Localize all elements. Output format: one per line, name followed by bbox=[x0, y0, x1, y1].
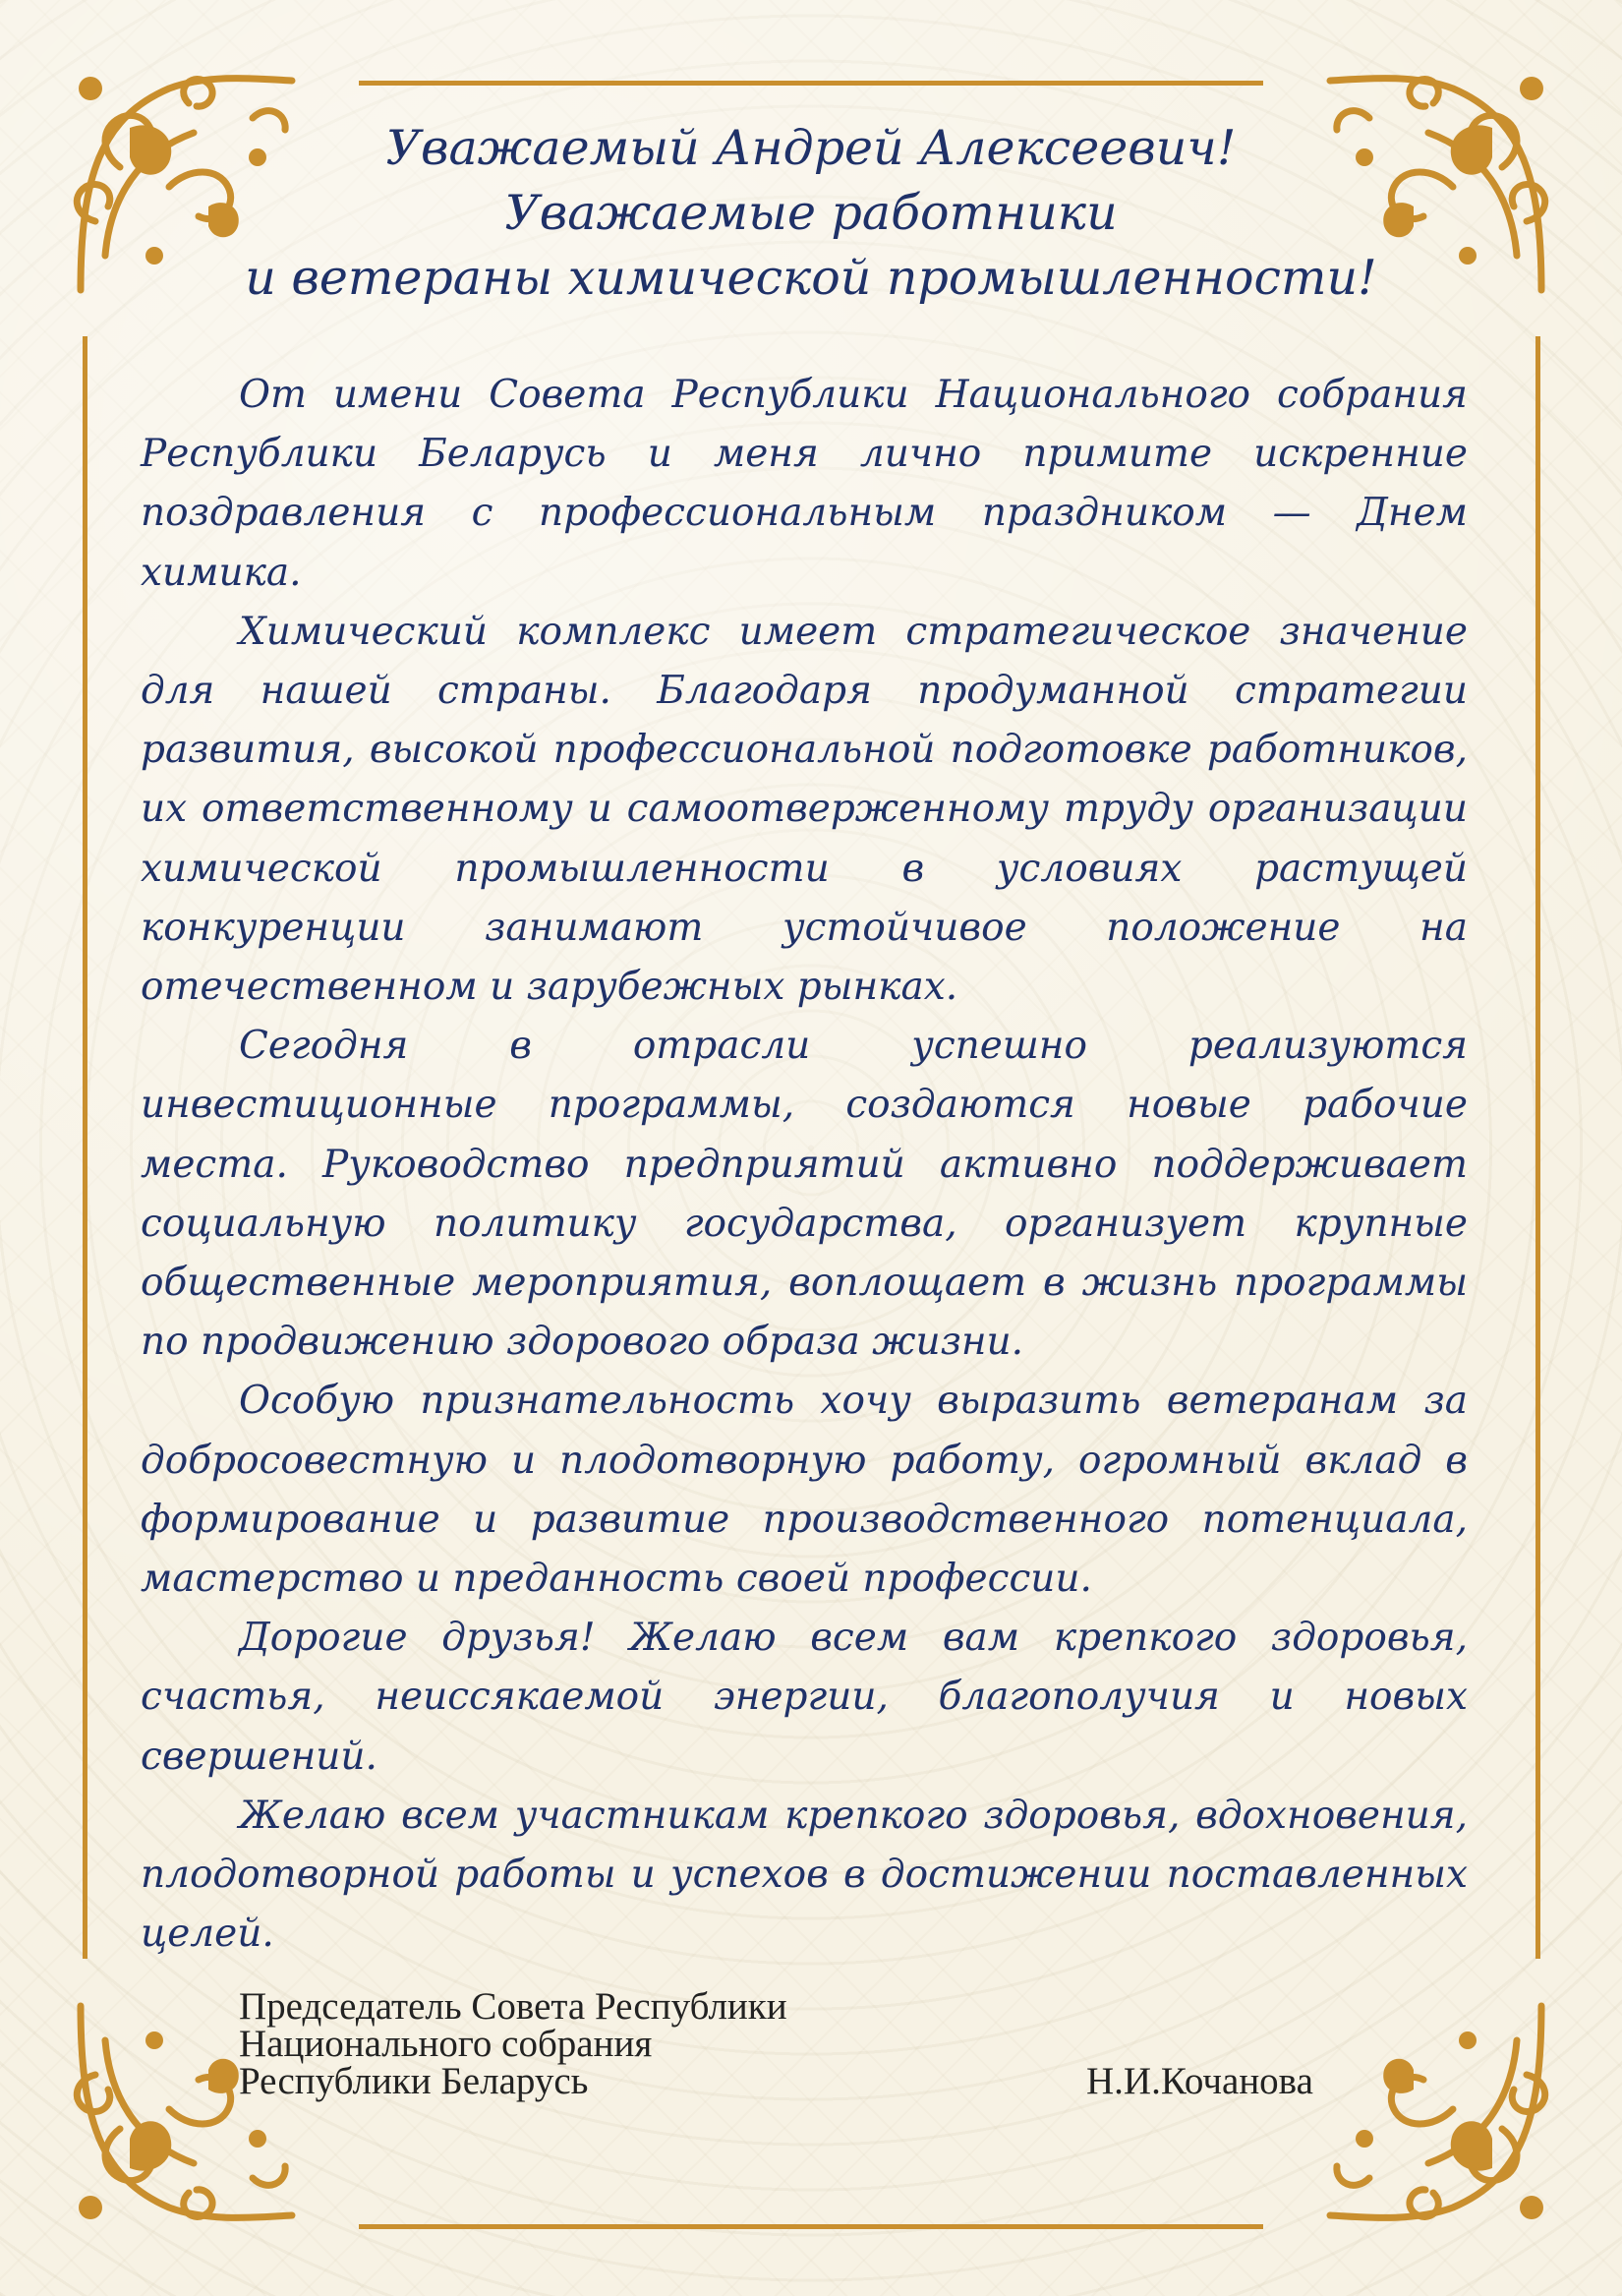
frame-top-line bbox=[359, 81, 1263, 86]
corner-ornament-icon bbox=[1315, 1991, 1561, 2237]
frame-bottom-line bbox=[359, 2224, 1263, 2229]
paragraph: Особую признательность хочу выразить ветеранам за добросовестную и плодотворную работу, огромный вклад в формирование и развитие производственного потенциала, мастерство и преданность своей профессии. bbox=[141, 1379, 1468, 1602]
paragraph: Дорогие друзья! Желаю всем вам крепкого здоровья, счастья, неиссякаемой энергии, благополучия и новых свершений. bbox=[141, 1616, 1468, 1779]
frame-right-line bbox=[1535, 336, 1540, 1959]
greeting-line: Уважаемые работники bbox=[504, 185, 1118, 241]
signature-title bbox=[239, 1985, 787, 2102]
letter-greeting bbox=[197, 116, 1425, 311]
greeting-line: и ветераны химической промышленности! bbox=[245, 250, 1377, 306]
signature-title-line: Республики Беларусь bbox=[239, 2060, 589, 2102]
letter-body bbox=[141, 366, 1468, 1964]
paragraph: От имени Совета Республики Национального собрания Республики Беларусь и меня лично примите искренние поздравления с профессиональным праздником — Днем химика. bbox=[141, 373, 1468, 595]
signature-title-line: Национального собрания bbox=[239, 2023, 653, 2065]
greeting-line: Уважаемый Андрей Алексеевич! bbox=[385, 120, 1237, 176]
paragraph: Сегодня в отрасли успешно реализуются инвестиционные программы, создаются новые рабочие места. Руководство предприятий активно поддерживает социальную политику государства, организует крупные общественные мероприятия, воплощает в жизнь программы по продвижению здорового образа жизни. bbox=[141, 1024, 1468, 1365]
frame-left-line bbox=[83, 336, 87, 1959]
signature-title-line: Председатель Совета Республики bbox=[239, 1985, 787, 2028]
paragraph: Химический комплекс имеет стратегическое значение для нашей страны. Благодаря продуманной стратегии развития, высокой профессиональной подготовке работников, их ответственному и самоотверженному труду организации химической промышленности в условиях растущей конкуренции занимают устойчивое положение на отечественном и зарубежных рынках. bbox=[141, 609, 1468, 1010]
paragraph: Желаю всем участникам крепкого здоровья, вдохновения, плодотворной работы и успехов в достижении поставленных целей. bbox=[141, 1793, 1468, 1957]
signature-name: Н.И.Кочанова bbox=[1086, 2060, 1313, 2102]
